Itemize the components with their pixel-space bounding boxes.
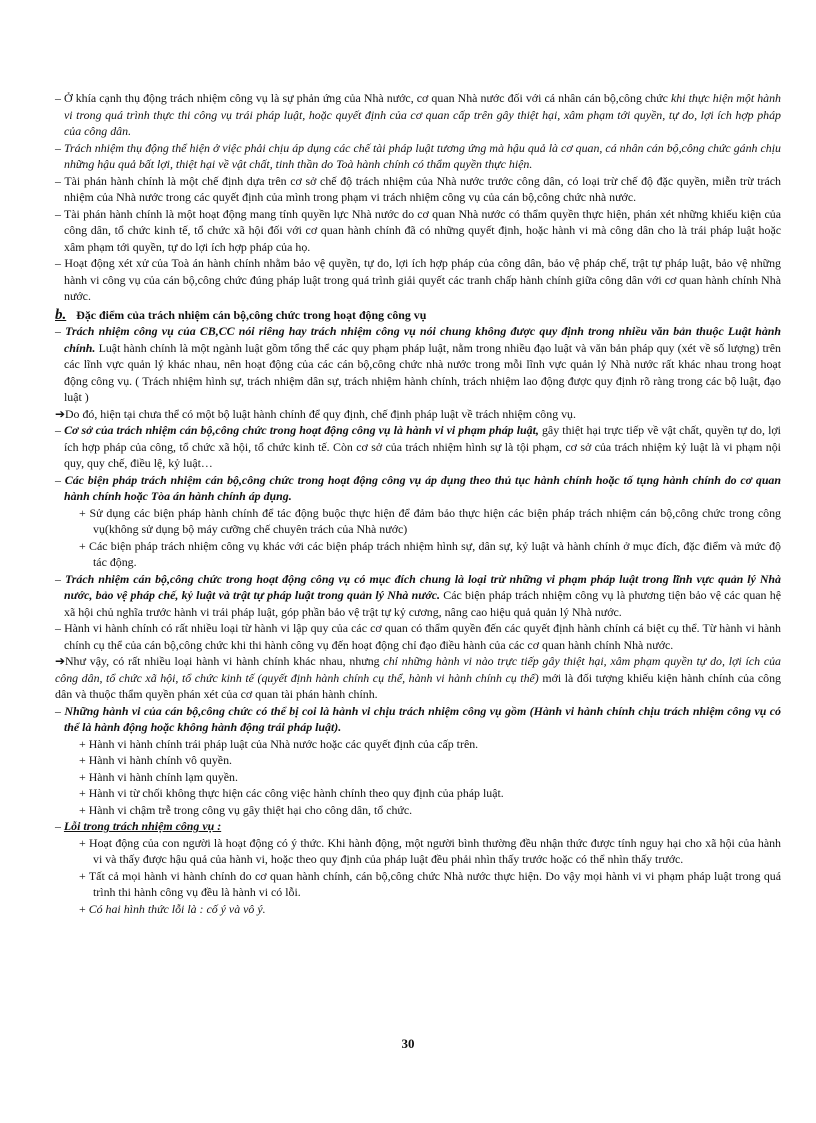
paragraph-passive-responsibility: – Ở khía cạnh thụ động trách nhiệm công vụ là sự phản ứng của Nhà nước, cơ quan Nhà nước đối với cá nhân cán bộ,công chức khi thực hiện một hành vi trong quá trình thực thi công vụ trái pháp luật, hoặc quyết định của cơ quan cấp trên gây thiệt hại, xâm phạm tới quyền, tự do, lợi ích hợp pháp của công dân. xyxy=(55,91,781,138)
list-item: + Hành vi chậm trễ trong công vụ gây thiệt hại cho công dân, tổ chức. xyxy=(79,802,413,817)
dash-marker: – xyxy=(55,324,66,338)
plus-marker: + xyxy=(79,505,90,520)
plus-marker: + xyxy=(79,868,89,883)
plus-marker: + xyxy=(79,769,89,784)
dash-marker: – xyxy=(55,423,65,437)
dash-marker: – xyxy=(55,140,64,155)
plus-marker: + xyxy=(79,835,89,850)
list-item: + Hành vi hành chính vô quyền. xyxy=(79,753,233,767)
arrow-icon: ➔ xyxy=(55,654,65,668)
paragraph-common-purpose: – Trách nhiệm cán bộ,công chức trong hoạt động công vụ có mục đích chung là loại trừ những vi phạm pháp luật trong lĩnh vực quản lý Nhà nước, bảo vệ pháp chế, kỷ luật và trật tự pháp luật trong quản lý Nhà nước. Các biện pháp trách nhiệm công vụ là phương tiện bảo vệ các quan hệ xã hội chủ nghĩa trước hành vi trái pháp luật, góp phần bảo vệ trật tự kỷ cương, nâng cao hiệu quả quản lý Nhà nước. xyxy=(55,571,781,619)
dash-marker: – xyxy=(55,472,65,487)
list-item: + Có hai hình thức lỗi là : cố ý và vô ý. xyxy=(79,901,266,916)
page-number: 30 xyxy=(401,1036,415,1051)
paragraph-basis-of-responsibility: – Cơ sở của trách nhiệm cán bộ,công chức trong hoạt động công vụ là hành vi vi phạm pháp luật, gây thiệt hại trực tiếp về vật chất, quyền tự do, lợi ích hợp pháp của công, tổ chức xã hội, tổ chức kinh tế. Còn cơ sở của trách nhiệm hình sự là tội phạm, cơ sở của trách nhiệm kỷ luật là vi phạm nội quy, quy chế, điều lệ, kỷ luật… xyxy=(55,423,781,470)
paragraph-administrative-jurisdiction-1: – Tài phán hành chính là một chế định dựa trên cơ sở chế độ trách nhiệm của Nhà nước trước công dân, có loại trừ chế độ đặc quyền, miễn trừ trách nhiệm của Nhà nước trong các quyết định của mình trong phạm vi trách nhiệm công vụ của cán bộ,công chức nhà nước. xyxy=(55,173,781,204)
dash-marker: – xyxy=(55,703,65,718)
dash-marker: – xyxy=(55,571,65,586)
section-heading xyxy=(55,307,781,324)
plus-marker: + xyxy=(79,786,89,800)
paragraph-measures: – Các biện pháp trách nhiệm cán bộ,công chức trong hoạt động công vụ áp dụng theo thủ tục hành chính hoặc tố tụng hành chính do cơ quan hành chính hoặc Tòa án hành chính áp dụng. xyxy=(55,472,781,503)
paragraph-court-activity: – Hoạt động xét xử của Toà án hành chính nhằm bảo vệ quyền, tự do, lợi ích hợp pháp của công dân, bảo vệ pháp chế, trật tự pháp luật, bảo vệ những hành vi công vụ của cán bộ,công chức đúng pháp luật trong quá trình giải quyết các tranh chấp hành chính giữa công dân với cơ quan hành chính Nhà nước. xyxy=(55,256,781,303)
paragraph-administrative-acts: – Hành vi hành chính có rất nhiều loại từ hành vi lập quy của các cơ quan có thẩm quyền đến các quyết định hành chính cá biệt cụ thể. Từ hành vi hành chính cụ thể của cán bộ,công chức khi thi hành công vụ đến hoạt động chỉ đạo điều hành của các cơ quan hành chính Nhà nước. xyxy=(55,621,781,652)
paragraph-not-in-many-documents: – Trách nhiệm công vụ của CB,CC nói riêng hay trách nhiệm công vụ nói chung không được quy định trong nhiều văn bản thuộc Luật hành chính. Luật hành chính là một ngành luật gồm tổng thể các quy phạm pháp luật, nằm trong nhiều đạo luật và văn bản pháp quy (xét về số lượng) trên các lĩnh vực quản lý khác nhau, nên hoạt động của các cán bộ,công chức nhà nước trong mỗi lĩnh vực quản lý Nhà nước rất khác nhau trong hoạt động công vụ. ( Trách nhiệm hình sự, trách nhiệm dân sự, trách nhiệm hành chính, trách nhiệm lao động được quy định rõ ràng trong các bộ luật, đạo luật ) xyxy=(55,324,781,404)
dash-marker: – xyxy=(55,256,65,270)
list-item: + Hành vi hành chính trái pháp luật của Nhà nước hoặc các quyết định của cấp trên. xyxy=(79,736,479,751)
document-page xyxy=(55,90,781,917)
plus-marker: + xyxy=(79,736,89,751)
list-item: + Sử dụng các biện pháp hành chính để tác động buộc thực hiện để đảm bảo thực hiện các biện pháp trách nhiệm cán bộ,công chức trong công vụ(không sử dụng bộ máy cưỡng chế chuyên trách của Nhà nước) xyxy=(79,505,781,536)
plus-marker: + xyxy=(79,802,89,817)
paragraph-administrative-jurisdiction-2: – Tài phán hành chính là một hoạt động mang tính quyền lực Nhà nước do cơ quan Nhà nước có thẩm quyền thực hiện, phán xét những khiếu kiện của công dân, tổ chức kinh tế, tổ chức xã hội đối với cơ quan hành chính đã có những quyết định, hoặc hành vi mà công dân cho là trái pháp luật hoặc xâm phạm tới quyền, tự do lợi ích hợp pháp của họ. xyxy=(55,206,781,254)
paragraph-passive-sanction: – Trách nhiệm thụ động thể hiện ở việc phải chịu áp dụng các chế tài pháp luật tương ứng mà hậu quả là cơ quan, cá nhân cán bộ,công chức gánh chịu những hậu quả bất lợi, thiệt hại về vật chất, tinh thần do Toà hành chính có thẩm quyền thực hiện. xyxy=(55,140,782,171)
dash-marker: – xyxy=(55,621,65,635)
list-item: + Hành vi hành chính lạm quyền. xyxy=(79,769,238,784)
list-item: + Hành vi từ chối không thực hiện các công việc hành chính theo quy định của pháp luật. xyxy=(79,786,504,800)
dash-marker: – xyxy=(55,91,65,105)
dash-marker: – xyxy=(55,206,64,221)
dash-marker: – xyxy=(55,819,64,833)
section-title: Đặc điểm của trách nhiệm cán bộ,công chức trong hoạt động công vụ xyxy=(76,307,427,322)
plus-marker: + xyxy=(79,753,89,767)
list-item: + Các biện pháp trách nhiệm công vụ khác với các biện pháp trách nhiệm hình sự, dân sự, kỷ luật và hành chính ở mục đích, đặc điểm và mức độ tác động. xyxy=(79,538,781,569)
list-item: + Hoạt động của con người là hoạt động có ý thức. Khi hành động, một người bình thường đều nhận thức được tính nguy hại cho xã hội của hành vi và thấy được hậu quả của hành vi, hoặc theo quy định của pháp luật đều phải nhìn thấy trước hoặc có thể nhìn thấy trước. xyxy=(79,835,781,866)
section-letter: b. xyxy=(55,306,67,323)
arrow-icon: ➔ xyxy=(55,406,65,421)
plus-marker: + xyxy=(79,538,90,553)
paragraph-acts-liable: – Những hành vi của cán bộ,công chức có thể bị coi là hành vi chịu trách nhiệm công vụ gồm (Hành vi hành chính chịu trách nhiệm công vụ có thể là hành động hoặc không hành động trái pháp luật). xyxy=(55,703,781,734)
plus-marker: + xyxy=(79,901,89,916)
paragraph-conclusion-2: ➔Như vậy, có rất nhiều loại hành vi hành chính khác nhau, nhưng chỉ những hành vi nào trực tiếp gây thiệt hại, xâm phạm quyền tự do, lợi ích của công dân, tổ chức xã hội, tổ chức kinh tế (quyết định hành chính cụ thể, hành vi hành chính cụ thể) mới là đối tượng khiếu kiện hành chính của công dân và thuộc thẩm quyền phán xét của cơ quan tài phán hành chính. xyxy=(55,654,781,701)
list-item: + Tất cả mọi hành vi hành chính do cơ quan hành chính, cán bộ,công chức Nhà nước thực hiện. Do vậy mọi hành vi vi phạm pháp luật trong quá trình thi hành công vụ đều là hành vi có lỗi. xyxy=(79,868,781,899)
paragraph-fault-heading: – Lỗi trong trách nhiệm công vụ : xyxy=(55,819,222,833)
paragraph-conclusion-1: ➔Do đó, hiện tại chưa thể có một bộ luật hành chính để quy định, chế định pháp luật về trách nhiệm công vụ. xyxy=(55,406,576,421)
dash-marker: – xyxy=(55,173,65,188)
